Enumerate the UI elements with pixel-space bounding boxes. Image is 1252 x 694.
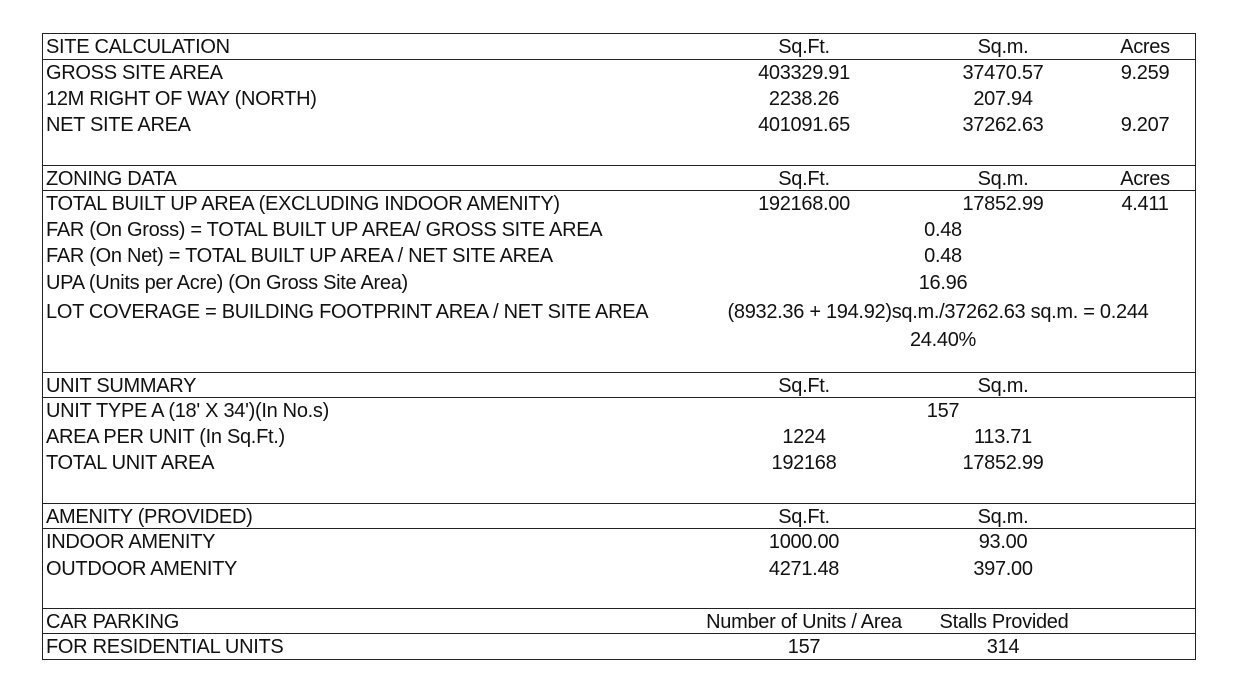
cell-sqm: 17852.99 — [962, 193, 1044, 215]
col-header-sqm: Sq.m. — [977, 506, 1029, 528]
col-header-acres: Acres — [1120, 36, 1170, 58]
zoning-data-header — [43, 165, 1195, 191]
col-header-sqft: Sq.Ft. — [778, 168, 830, 190]
row-label: NET SITE AREA — [46, 114, 191, 136]
unit-summary-header — [43, 372, 1195, 398]
table-row — [43, 217, 1195, 243]
table-row — [43, 398, 1195, 424]
far-net-value: 0.48 — [924, 245, 962, 267]
area-statistics-table — [42, 33, 1196, 660]
col-header-sqft: Sq.Ft. — [778, 506, 830, 528]
section-title: UNIT SUMMARY — [46, 375, 197, 397]
table-row — [43, 86, 1195, 112]
row-label: AREA PER UNIT (In Sq.Ft.) — [46, 426, 285, 448]
cell-sqft: 401091.65 — [758, 114, 850, 136]
table-row — [43, 556, 1195, 582]
table-row — [43, 529, 1195, 555]
col-header-units-area: Number of Units / Area — [706, 611, 902, 633]
cell-sqft: 1224 — [782, 426, 826, 448]
table-row — [43, 327, 1195, 353]
col-header-sqft: Sq.Ft. — [778, 375, 830, 397]
cell-acres: 9.207 — [1120, 114, 1170, 136]
row-label: OUTDOOR AMENITY — [46, 558, 238, 580]
section-title: AMENITY (PROVIDED) — [46, 506, 253, 528]
row-label: 12M RIGHT OF WAY (NORTH) — [46, 88, 317, 110]
lot-coverage-percent: 24.40% — [909, 329, 977, 351]
cell-sqm: 207.94 — [973, 88, 1033, 110]
cell-sqm: 17852.99 — [962, 452, 1044, 474]
section-title: CAR PARKING — [46, 611, 180, 633]
cell-units: 157 — [787, 636, 821, 658]
cell-acres: 4.411 — [1121, 193, 1169, 215]
unit-count: 157 — [926, 400, 960, 422]
section-title: SITE CALCULATION — [46, 36, 230, 58]
row-label: UPA (Units per Acre) (On Gross Site Area) — [46, 272, 408, 294]
row-label: INDOOR AMENITY — [46, 531, 216, 553]
cell-sqft: 1000.00 — [768, 531, 840, 553]
site-calculation-header — [43, 34, 1195, 60]
cell-sqft: 192168 — [771, 452, 837, 474]
table-row — [43, 299, 1195, 325]
cell-sqm: 93.00 — [978, 531, 1028, 553]
cell-sqm: 37470.57 — [962, 62, 1044, 84]
cell-stalls: 314 — [986, 636, 1020, 658]
row-label: GROSS SITE AREA — [46, 62, 223, 84]
table-row — [43, 634, 1195, 660]
cell-sqft: 192168.00 — [758, 193, 850, 215]
row-label: TOTAL UNIT AREA — [46, 452, 215, 474]
far-gross-value: 0.48 — [924, 219, 962, 241]
row-label: FAR (On Net) = TOTAL BUILT UP AREA / NET SITE AREA — [46, 245, 553, 267]
col-header-sqm: Sq.m. — [977, 36, 1029, 58]
cell-sqft: 2238.26 — [768, 88, 840, 110]
col-header-stalls: Stalls Provided — [939, 611, 1069, 633]
table-row — [43, 243, 1195, 269]
cell-sqm: 37262.63 — [962, 114, 1044, 136]
cell-acres: 9.259 — [1120, 62, 1170, 84]
row-label: FOR RESIDENTIAL UNITS — [46, 636, 284, 658]
table-row — [43, 60, 1195, 86]
lot-coverage-formula: (8932.36 + 194.92)sq.m./37262.63 sq.m. = 0.244 — [727, 301, 1149, 323]
row-label: TOTAL BUILT UP AREA (EXCLUDING INDOOR AMENITY) — [46, 193, 560, 215]
cell-sqm: 113.71 — [974, 426, 1032, 448]
table-row — [43, 191, 1195, 217]
row-label: LOT COVERAGE = BUILDING FOOTPRINT AREA / NET SITE AREA — [46, 301, 649, 323]
table-row — [43, 270, 1195, 296]
row-label: FAR (On Gross) = TOTAL BUILT UP AREA/ GROSS SITE AREA — [46, 219, 603, 241]
car-parking-header — [43, 608, 1195, 634]
col-header-sqm: Sq.m. — [977, 168, 1029, 190]
cell-sqft: 403329.91 — [758, 62, 850, 84]
col-header-sqft: Sq.Ft. — [778, 36, 830, 58]
table-row — [43, 450, 1195, 476]
cell-sqft: 4271.48 — [768, 558, 840, 580]
col-header-sqm: Sq.m. — [977, 375, 1029, 397]
upa-value: 16.96 — [918, 272, 968, 294]
row-label: UNIT TYPE A (18' X 34')(In No.s) — [46, 400, 329, 422]
amenity-header — [43, 503, 1195, 529]
col-header-acres: Acres — [1120, 168, 1170, 190]
table-row — [43, 112, 1195, 138]
table-row — [43, 424, 1195, 450]
cell-sqm: 397.00 — [973, 558, 1033, 580]
section-title: ZONING DATA — [46, 168, 177, 190]
